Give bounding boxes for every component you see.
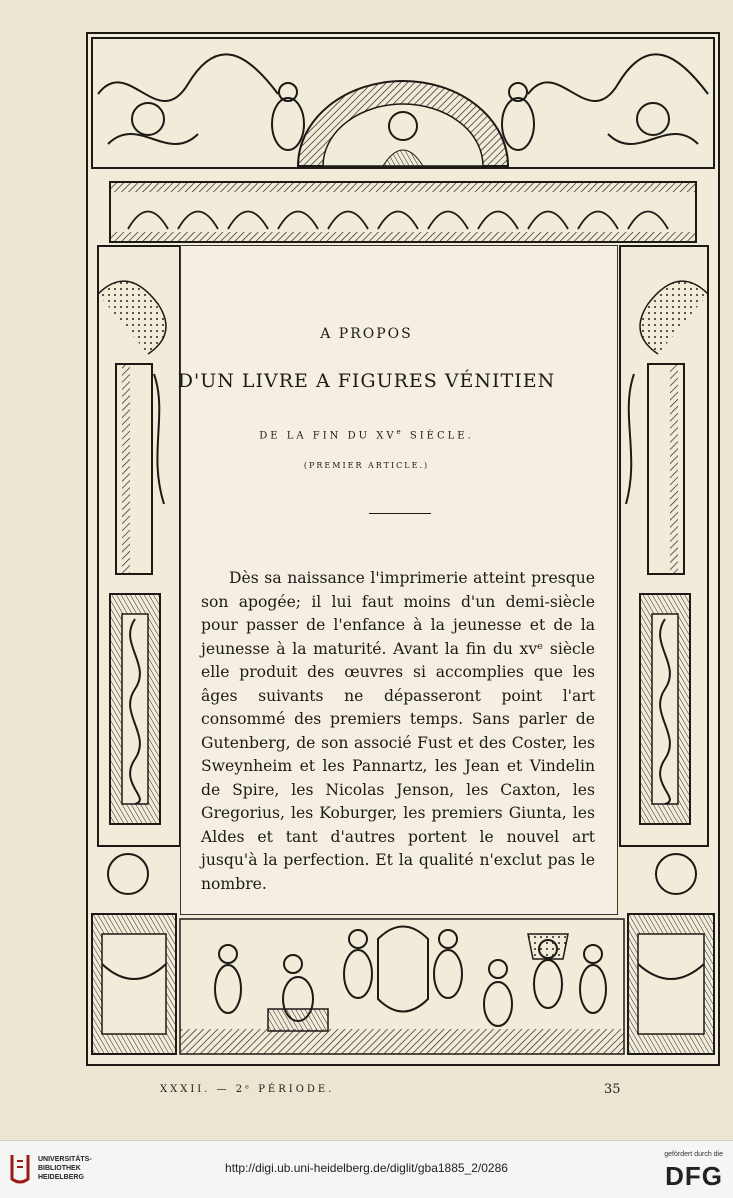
title-line-3-superscript: e <box>396 428 404 436</box>
body-paragraph: Dès sa naissance l'imprimerie atteint presque son apogée; il lui faut moins d'un demi-siècle pour passer de l'enfance à la jeunesse et de la jeunesse à la maturité. Avant la fin du xvᵉ siècle elle produit des œuvres si accomplies que les âges suivants ne dépasseront point l'art consommé des premiers temps. Sans parler de Gutenberg, de son associé Fust et des Coster, les Sweynheim et les Pannartz, les Jean et Vindelin de Spire, les Nicolas Jenson, les Caxton, les Gregorius, les Koburger, les premiers Giunta, les Aldes et tant d'autres portent le nouvel art jusqu'à la perfection. Et la qualité n'exclut pas le nombre. <box>201 569 595 893</box>
permalink-url[interactable]: http://digi.ub.uni-heidelberg.de/diglit/gba1885_2/0286 <box>225 1161 508 1175</box>
title-line-3 <box>0 428 733 441</box>
article-subtitle: (PREMIER ARTICLE.) <box>303 461 430 470</box>
library-name: UNIVERSITÄTS- BIBLIOTHEK HEIDELBERG <box>38 1156 92 1181</box>
title-line-2: D'UN LIVRE A FIGURES VÉNITIEN <box>177 370 556 392</box>
page-number: 35 <box>604 1082 621 1097</box>
divider <box>369 513 431 514</box>
sponsor-text: gefördert durch die <box>664 1151 723 1158</box>
title-line-1: A PROPOS <box>320 326 413 342</box>
dfg-logo: DFG <box>665 1161 723 1191</box>
title-line-3-main: DE LA FIN DU XV <box>259 430 397 442</box>
title-line-3-end: SIÈCLE. <box>403 430 474 442</box>
viewer-footer-bar <box>0 1140 733 1198</box>
footer-period: XXXII. — 2ᵉ PÉRIODE. <box>160 1084 335 1095</box>
article-body <box>201 567 595 896</box>
